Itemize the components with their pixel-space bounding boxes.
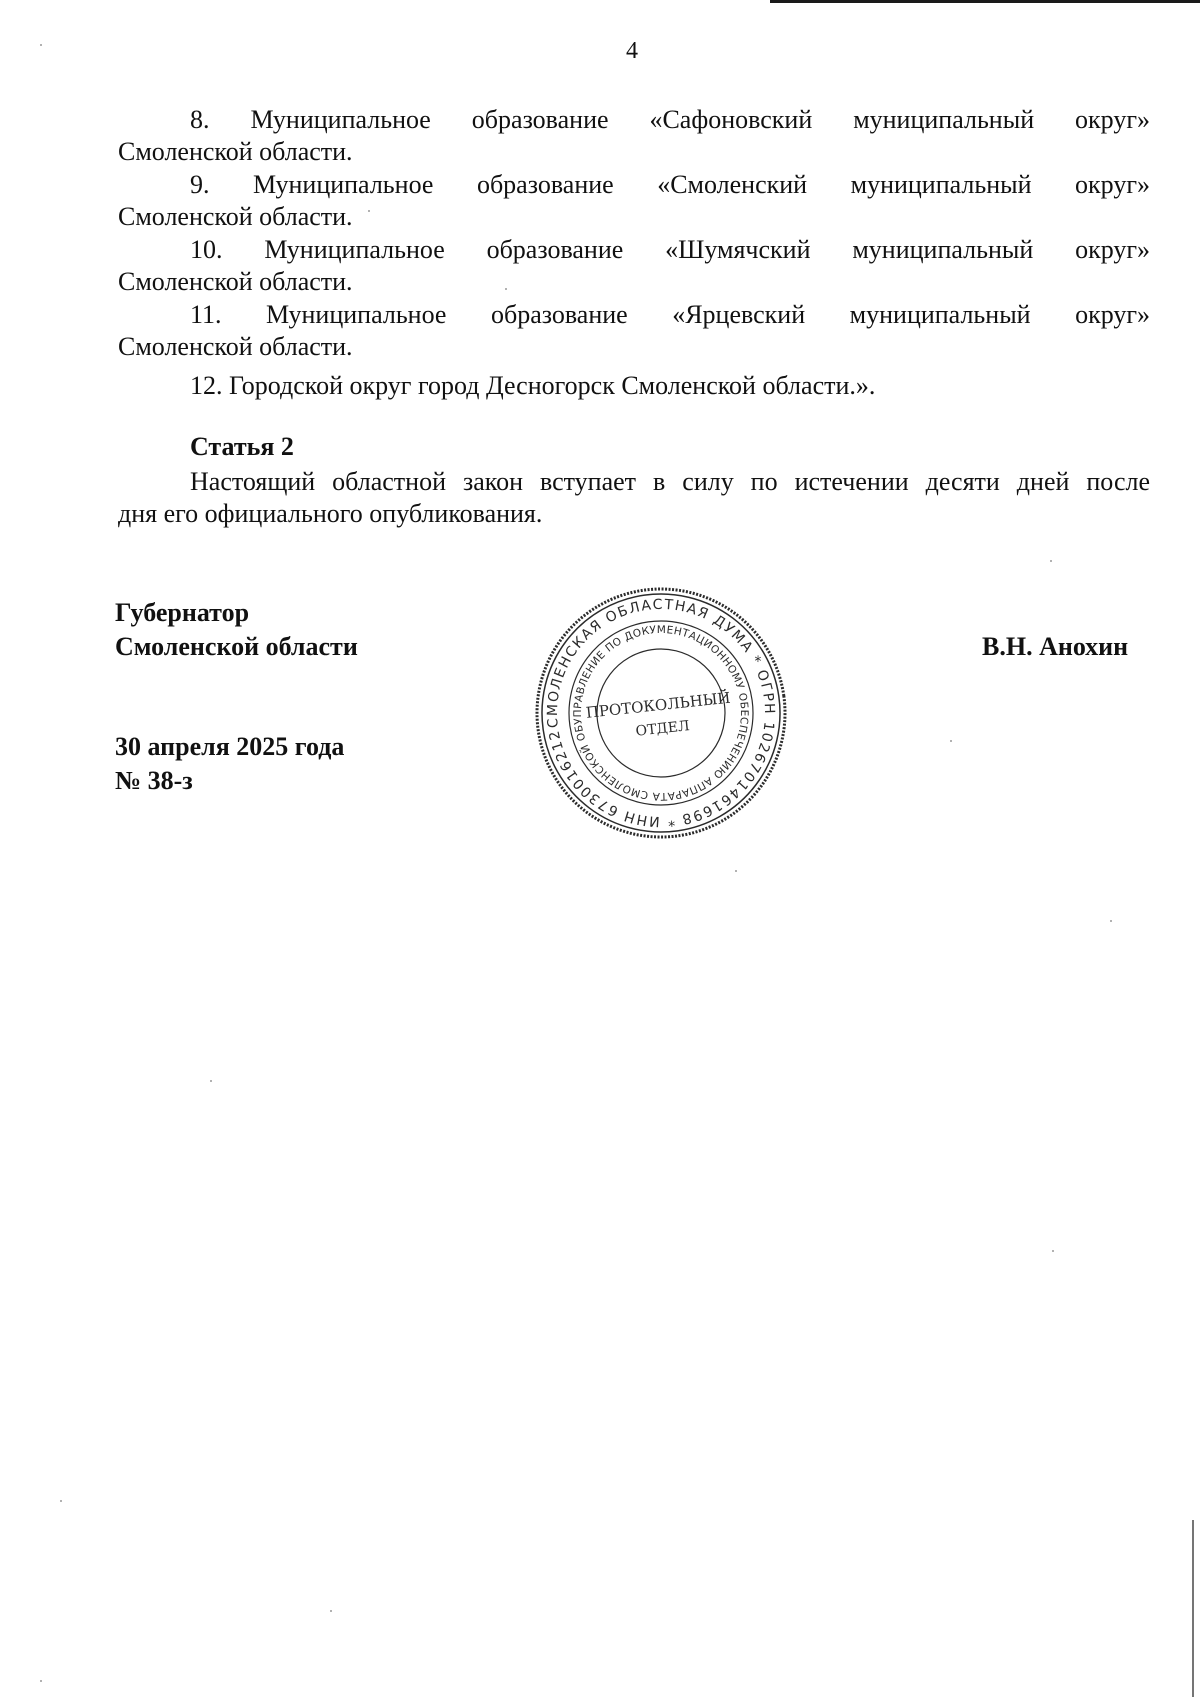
- scan-speck: [505, 288, 507, 290]
- scan-edge-top: [770, 0, 1200, 3]
- scan-speck: [330, 1610, 332, 1612]
- scan-speck: [950, 740, 952, 742]
- scan-speck: [40, 44, 42, 46]
- seal-graphic: [533, 585, 789, 841]
- scan-speck: [1052, 1250, 1054, 1252]
- seal-center-line1: ПРОТОКОЛЬНЫЙ: [585, 688, 732, 722]
- article-heading: Статья 2: [190, 432, 294, 461]
- scan-speck: [368, 210, 370, 212]
- list-item-first-line: 9. Муниципальное образование «Смоленский муниципальный округ»: [190, 170, 1150, 199]
- list-item-8: [118, 104, 1150, 168]
- signatory-position-line1: Губернатор: [115, 598, 250, 627]
- article-body-first-line: Настоящий областной закон вступает в силу по истечении десяти дней после: [190, 467, 1150, 496]
- scan-speck: [60, 1500, 62, 1502]
- list-item-continuation: Смоленской области.: [118, 332, 353, 361]
- list-item-first-line: 8. Муниципальное образование «Сафоновский муниципальный округ»: [190, 105, 1150, 134]
- list-item-continuation: Смоленской области.: [118, 137, 353, 166]
- act-date: 30 апреля 2025 года: [115, 732, 345, 761]
- page-number: 4: [626, 38, 638, 64]
- list-item-continuation: Смоленской области.: [118, 202, 353, 231]
- official-seal: [533, 585, 789, 841]
- scan-speck: [1050, 560, 1052, 562]
- scan-speck: [210, 1080, 212, 1082]
- seal-inner-text: УПРАВЛЕНИЕ ПО ДОКУМЕНТАЦИОННОМУ ОБЕСПЕЧЕНИЮ АППАРАТА СМОЛЕНСКОЙ ОБЛАСТНОЙ: [571, 623, 751, 803]
- signatory-position-line2: Смоленской области: [115, 632, 358, 661]
- list-item-first-line: 10. Муниципальное образование «Шумячский муниципальный округ»: [190, 235, 1151, 264]
- list-item-9: [118, 169, 1150, 233]
- seal-outer-text: СМОЛЕНСКАЯ ОБЛАСТНАЯ ДУМА * ОГРН 1026701461698 * ИНН 6730016212: [544, 596, 778, 830]
- act-number: № 38-з: [115, 766, 193, 795]
- article-body-continuation: дня его официального опубликования.: [118, 499, 543, 528]
- act-details: [115, 730, 344, 798]
- article-body: [118, 466, 1150, 530]
- scan-speck: [1110, 920, 1112, 922]
- scan-speck: [40, 1680, 42, 1682]
- list-item-first-line: 11. Муниципальное образование «Ярцевский муниципальный округ»: [190, 300, 1151, 329]
- list-item-continuation: Смоленской области.: [118, 267, 353, 296]
- list-item-11: [118, 299, 1150, 363]
- signatory-name: В.Н. Анохин: [982, 632, 1129, 661]
- signatory-position: [115, 596, 358, 664]
- list-item-12: 12. Городской округ город Десногорск Смоленской области.».: [190, 371, 876, 400]
- scan-speck: [735, 870, 737, 872]
- list-item-10: [118, 234, 1150, 298]
- seal-center-line2: ОТДЕЛ: [634, 718, 691, 740]
- scan-edge-right: [1192, 1520, 1194, 1697]
